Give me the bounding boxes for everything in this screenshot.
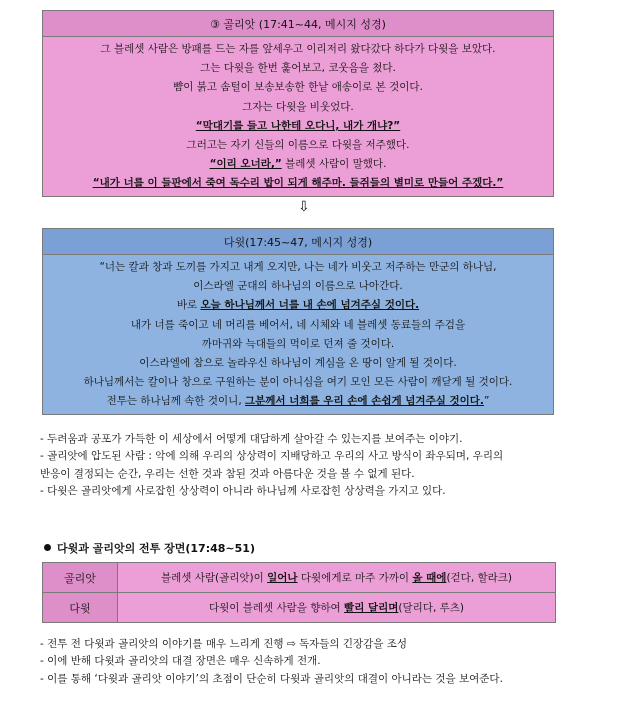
table-row xyxy=(43,563,556,593)
david-quote-line xyxy=(49,296,547,315)
character-cell: 다윗 xyxy=(43,593,118,623)
goliath-quote-line xyxy=(49,174,547,193)
emphasized-text: 올 때에 xyxy=(412,572,447,584)
text-segment: 그는 다윗을 한번 훑어보고, 코웃음을 쳤다. xyxy=(200,62,396,75)
text-segment: (걷다, 할라크) xyxy=(446,572,513,584)
david-quote-line xyxy=(49,258,547,277)
emphasized-text: 오늘 하나님께서 너를 내 손에 넘겨주실 것이다. xyxy=(200,299,420,312)
commentary-notes xyxy=(40,431,585,501)
text-segment: 다윗에게로 마주 가까이 xyxy=(297,572,413,584)
action-cell xyxy=(118,563,556,593)
emphasized-text: 빨리 달리며 xyxy=(344,602,399,614)
text-segment: (달리다, 루츠) xyxy=(398,602,465,614)
goliath-box-title: ③ 골리앗 (17:41~44, 메시지 성경) xyxy=(43,11,553,37)
david-box-body xyxy=(43,255,553,414)
goliath-quote-line xyxy=(49,59,547,78)
emphasized-text: 일어나 xyxy=(267,572,298,584)
text-segment: ” xyxy=(483,395,490,408)
david-quote-line xyxy=(49,354,547,373)
note-line: - 골리앗에 압도된 사람 : 악에 의해 우리의 상상력이 지배당하고 우리의 사고 방식이 좌우되며, 우리의 xyxy=(40,450,504,463)
david-quote-line xyxy=(49,392,547,411)
goliath-quote-line xyxy=(49,40,547,59)
text-segment: 까마귀와 늑대들의 먹이로 던져 줄 것이다. xyxy=(201,337,395,350)
battle-table xyxy=(42,562,556,623)
text-segment: 바로 xyxy=(176,299,201,312)
note-line: - 이를 통해 ‘다윗과 골리앗 이야기’의 초점이 단순히 다윗과 골리앗의 대결이 아니라는 것을 보여준다. xyxy=(40,672,503,685)
battle-notes xyxy=(40,636,585,688)
emphasized-text: “이리 오너라,” xyxy=(209,158,282,171)
action-cell xyxy=(118,593,556,623)
goliath-quote-line xyxy=(49,136,547,155)
text-segment: 그 블레셋 사람은 방패를 드는 자를 앞세우고 이리저리 왔다갔다 하다가 다윗을 보았다. xyxy=(100,43,496,55)
text-segment: 하나님께서는 칼이나 창으로 구원하는 분이 아니심을 여기 모인 모든 사람이 깨닫게 될 것이다. xyxy=(83,376,513,389)
note-line: - 두려움과 공포가 가득한 이 세상에서 어떻게 대담하게 살아갈 수 있는지를 보여주는 이야기. xyxy=(40,433,463,445)
note-line: 반응이 결정되는 순간, 우리는 선한 것과 참된 것과 아름다운 것을 볼 수 없게 된다. xyxy=(40,467,415,480)
text-segment: 이스라엘에 참으로 놀라우신 하나님이 계심을 온 땅이 알게 될 것이다. xyxy=(139,357,457,370)
text-segment: 전투는 하나님께 속한 것이니, xyxy=(106,395,245,408)
character-cell: 골리앗 xyxy=(43,563,118,593)
note-line: - 이에 반해 다윗과 골리앗의 대결 장면은 매우 신속하게 전개. xyxy=(40,655,321,668)
text-segment: 내가 너를 죽이고 네 머리를 베어서, 네 시체와 네 블레셋 동료들의 주검을 xyxy=(130,318,466,331)
emphasized-text: “막대기를 들고 나한테 오다니, 내가 개냐?” xyxy=(195,119,401,132)
text-segment: “너는 칼과 창과 도끼를 가지고 내게 오지만, 나는 네가 비웃고 저주하는 만군의 하나님, xyxy=(99,261,497,273)
text-segment: 그자는 다윗을 비웃었다. xyxy=(242,100,354,113)
text-segment: 이스라엘 군대의 하나님의 이름으로 나아간다. xyxy=(193,280,403,293)
note-line: - 전투 전 다윗과 골리앗의 이야기를 매우 느리게 진행 ⇨ 독자들의 긴장감을 조성 xyxy=(40,638,408,650)
text-segment: 블레셋 사람(골리앗)이 xyxy=(160,572,268,584)
section-title-text: 다윗과 골리앗의 전투 장면(17:48~51) xyxy=(57,542,255,555)
david-quote-line xyxy=(49,316,547,335)
goliath-quote-line xyxy=(49,78,547,97)
text-segment: 블레셋 사람이 말했다. xyxy=(281,158,387,171)
david-quote-line xyxy=(49,373,547,392)
text-segment: 다윗이 블레셋 사람을 향하여 xyxy=(208,602,345,614)
goliath-quote-line xyxy=(49,155,547,174)
david-quote-line xyxy=(49,277,547,296)
section-title xyxy=(44,540,255,556)
david-box-title: 다윗(17:45~47, 메시지 성경) xyxy=(43,229,553,255)
david-box xyxy=(42,228,554,415)
table-row xyxy=(43,593,556,623)
text-segment: 뺨이 붉고 솜털이 보송보송한 한낱 애송이로 본 것이다. xyxy=(173,81,423,94)
goliath-box xyxy=(42,10,554,197)
note-line: - 다윗은 골리앗에게 사로잡힌 상상력이 아니라 하나님께 사로잡힌 상상력을 가지고 있다. xyxy=(40,485,446,498)
emphasized-text: “내가 너를 이 들판에서 죽여 독수리 밥이 되게 해주마. 들쥐들의 별미로 만들어 주겠다.” xyxy=(92,177,504,190)
goliath-quote-line xyxy=(49,117,547,136)
goliath-quote-line xyxy=(49,98,547,117)
david-quote-line xyxy=(49,335,547,354)
bullet-icon xyxy=(44,544,51,551)
goliath-box-body xyxy=(43,37,553,196)
emphasized-text: 그분께서 너희를 우리 손에 손쉽게 넘겨주실 것이다. xyxy=(245,395,484,408)
down-arrow-icon: ⇩ xyxy=(298,199,310,215)
text-segment: 그러고는 자기 신들의 이름으로 다윗을 저주했다. xyxy=(186,139,410,152)
